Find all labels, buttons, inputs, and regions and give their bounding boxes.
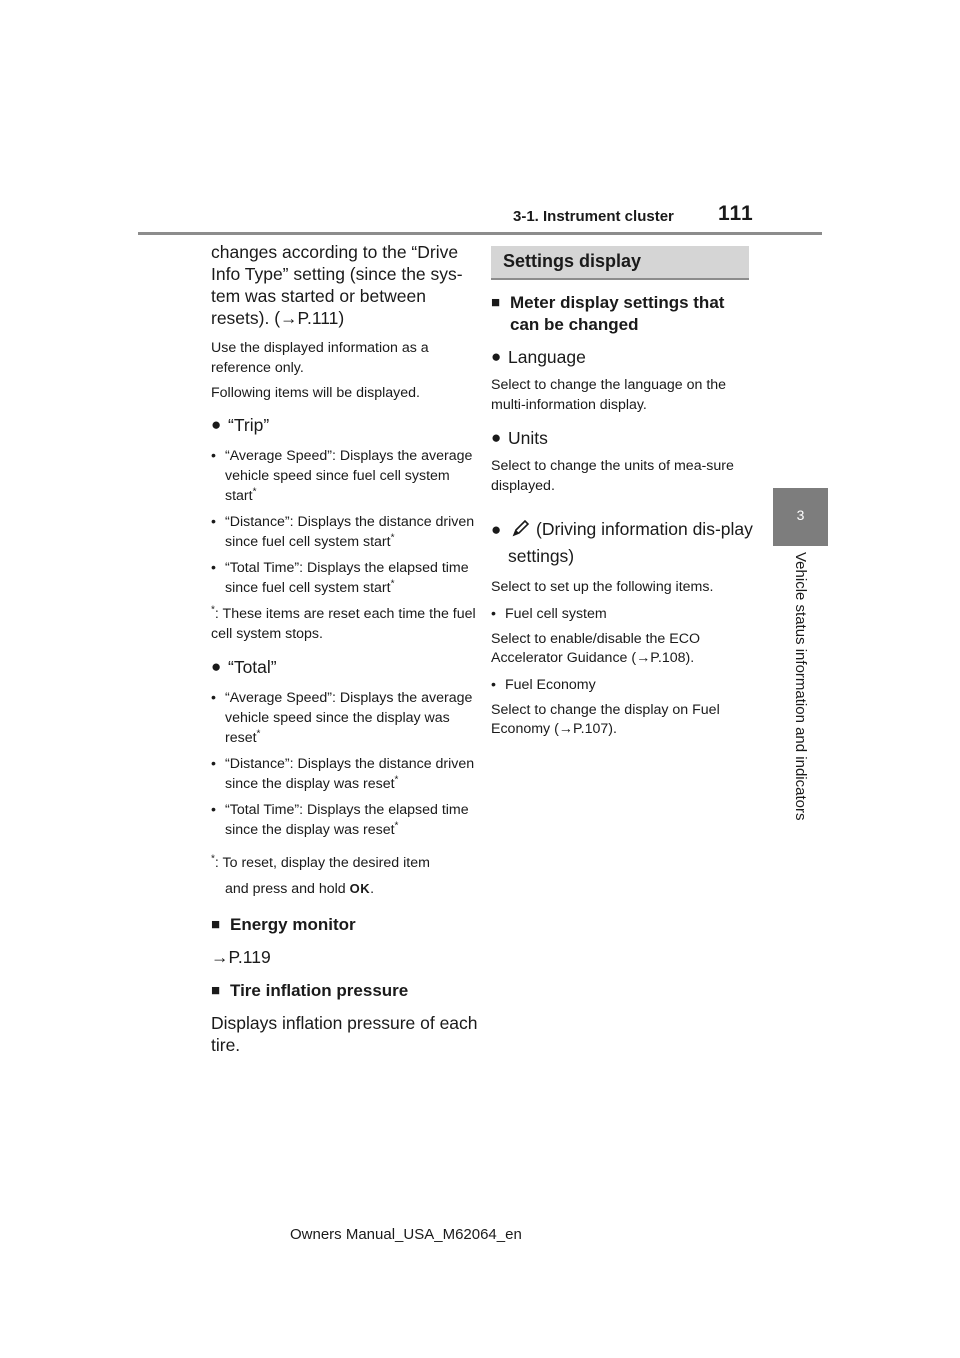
reset-footnote: *: To reset, display the desired item and press and hold OK. bbox=[211, 852, 430, 897]
energy-monitor-heading bbox=[211, 914, 481, 936]
trip-total-time: “Total Time”: Displays the elapsed time since fuel cell system start bbox=[225, 559, 469, 596]
fuel-cell-item: Fuel cell system bbox=[505, 605, 607, 622]
trip-footnote bbox=[211, 604, 481, 644]
list-item: • Fuel Economy bbox=[491, 676, 596, 693]
pencil-icon bbox=[510, 517, 532, 539]
asterisk: * bbox=[390, 577, 395, 589]
fuel-economy-text: Select to change the display on Fuel Economy (→P.107). bbox=[491, 701, 720, 737]
header-rule bbox=[138, 232, 822, 235]
total-avg-speed: “Average Speed”: Displays the average vehicle speed since the display was reset bbox=[225, 689, 473, 746]
driving-info-label: (Driving information dis-play settings) bbox=[508, 519, 753, 566]
language-text: Select to change the language on the multi-information display. bbox=[491, 377, 727, 413]
asterisk: * bbox=[211, 852, 215, 864]
total-distance: “Distance”: Displays the distance driven since the display was reset bbox=[225, 755, 475, 792]
footer-text: Owners Manual_USA_M62064_en bbox=[290, 1226, 522, 1243]
list-item: • “Average Speed”: Displays the average vehicle speed since the display was reset* bbox=[211, 689, 473, 746]
fuel-economy-item: Fuel Economy bbox=[505, 676, 596, 693]
bullet-dot: ● bbox=[491, 428, 502, 447]
list-item: • “Average Speed”: Displays the average vehicle speed since fuel cell system start* bbox=[211, 447, 473, 504]
total-label: “Total” bbox=[228, 656, 277, 677]
list-item: • “Total Time”: Displays the elapsed time since the display was reset* bbox=[211, 801, 469, 838]
trip-label: “Trip” bbox=[228, 414, 270, 435]
tire-pressure-text: Displays inflation pressure of each tire. bbox=[211, 1012, 478, 1055]
language-label: Language bbox=[508, 347, 586, 367]
settings-display-box bbox=[491, 246, 749, 280]
list-item: • Fuel cell system bbox=[491, 605, 607, 622]
asterisk: * bbox=[394, 773, 399, 785]
units-text: Select to change the units of mea-sure displayed. bbox=[491, 458, 734, 494]
trip-distance: “Distance”: Displays the distance driven since fuel cell system start bbox=[225, 513, 475, 550]
language-bullet bbox=[491, 346, 753, 368]
units-label: Units bbox=[508, 428, 548, 448]
meter-settings-heading bbox=[491, 292, 753, 336]
list-item: • “Distance”: Displays the distance driven since fuel cell system start* bbox=[211, 513, 475, 550]
right-column bbox=[491, 246, 753, 740]
trip-avg-speed: “Average Speed”: Displays the average vehicle speed since fuel cell system start bbox=[225, 447, 473, 504]
left-column bbox=[211, 241, 481, 1056]
asterisk: * bbox=[394, 819, 399, 831]
driving-info-text: Select to set up the following items. bbox=[491, 579, 714, 595]
asterisk: * bbox=[211, 603, 215, 615]
units-bullet bbox=[491, 427, 753, 449]
square-icon: ■ bbox=[491, 294, 501, 311]
fuel-cell-text: Select to enable/disable the ECO Accelerator Guidance (→P.108). bbox=[491, 630, 701, 666]
total-bullet bbox=[211, 656, 481, 678]
chapter-title: Vehicle status information and indicators bbox=[792, 552, 809, 821]
asterisk: * bbox=[252, 485, 257, 497]
tire-pressure-title: Tire inflation pressure bbox=[230, 980, 409, 1000]
trip-bullet bbox=[211, 414, 481, 436]
settings-display-title: Settings display bbox=[503, 251, 642, 271]
total-time: “Total Time”: Displays the elapsed time since the display was reset bbox=[225, 801, 469, 838]
square-icon: ■ bbox=[211, 915, 221, 933]
square-icon: ■ bbox=[211, 981, 221, 999]
items-note: Following items will be displayed. bbox=[211, 385, 420, 401]
list-item: • “Distance”: Displays the distance driven since the display was reset* bbox=[211, 755, 475, 792]
driving-info-bullet bbox=[491, 516, 753, 570]
chapter-tab bbox=[773, 488, 828, 546]
tire-pressure-heading bbox=[211, 980, 481, 1002]
reset-footnote-text-2: and press and hold bbox=[225, 880, 346, 897]
energy-monitor-title: Energy monitor bbox=[230, 914, 356, 934]
intro-paragraph: changes according to the “Drive Info Type” setting (since the sys-tem was started or between resets). (→P.111) bbox=[211, 242, 463, 328]
bullet-dot: ● bbox=[211, 656, 222, 676]
reset-footnote-text: : To reset, display the desired item bbox=[214, 854, 430, 871]
asterisk: * bbox=[390, 531, 395, 543]
chapter-number: 3 bbox=[796, 507, 805, 523]
meter-settings-title: Meter display settings that can be changed bbox=[510, 293, 725, 334]
ok-button-icon: OK bbox=[349, 880, 371, 896]
reference-note: Use the displayed information as a reference only. bbox=[211, 340, 429, 376]
energy-monitor-link: →P.119 bbox=[211, 946, 271, 967]
list-item: • “Total Time”: Displays the elapsed time since fuel cell system start* bbox=[211, 559, 469, 596]
page-number: 111 bbox=[718, 202, 754, 225]
section-title: 3-1. Instrument cluster bbox=[513, 208, 674, 225]
bullet-dot: ● bbox=[491, 347, 502, 366]
asterisk: * bbox=[256, 727, 261, 739]
bullet-dot: ● bbox=[211, 414, 222, 434]
bullet-dot: ● bbox=[491, 520, 502, 539]
trip-footnote-text: : These items are reset each time the fuel cell system stops. bbox=[211, 605, 476, 642]
